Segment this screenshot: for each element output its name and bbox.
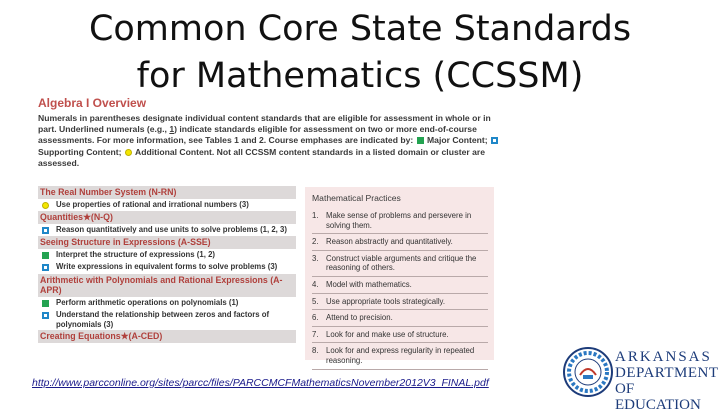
content-columns xyxy=(38,186,498,365)
math-practices-title: Mathematical Practices xyxy=(312,193,401,203)
standard-text: Perform arithmetic operations on polynomials (1) xyxy=(56,297,239,307)
cluster-header: The Real Number System (N-RN) xyxy=(38,186,296,199)
intro-text-1: Numerals in parentheses designate individual content standards that are eligible for assessment in whole or in part. Underlined numerals (e.g., xyxy=(38,113,491,135)
additional-content-swatch-icon xyxy=(125,149,132,156)
practice-divider xyxy=(312,276,488,277)
standard-row xyxy=(38,297,296,310)
major-content-marker-icon xyxy=(42,252,49,259)
math-practice-item xyxy=(312,237,488,247)
department-logo-text xyxy=(615,350,720,413)
practice-text: Look for and make use of structure. xyxy=(326,329,449,339)
practice-number: 3. xyxy=(312,253,319,263)
supporting-content-marker-icon xyxy=(42,264,49,271)
practice-divider xyxy=(312,342,488,343)
practice-divider xyxy=(312,369,488,370)
logo-line-3: OF EDUCATION xyxy=(615,381,701,413)
practice-divider xyxy=(312,233,488,234)
practice-divider xyxy=(312,293,488,294)
math-practice-item xyxy=(312,254,488,273)
practice-text: Look for and express regularity in repeated reasoning. xyxy=(326,346,475,365)
supporting-content-marker-icon xyxy=(42,312,49,319)
supporting-label: Supporting Content; xyxy=(38,146,122,157)
practice-divider xyxy=(312,250,488,251)
math-practice-item xyxy=(312,297,488,307)
major-label: Major Content; xyxy=(427,135,488,146)
slide-title-line-2: for Mathematics (CCSSM) xyxy=(136,56,584,96)
standard-text: Write expressions in equivalent forms to solve problems (3) xyxy=(56,262,278,271)
doc-intro xyxy=(38,113,500,169)
intro-text-2: ) indicate standards eligible for assessment on two or more end-of-course assessments. For more information, see Tables 1 and 2. Course emphases are indicated by: xyxy=(38,124,477,146)
additional-content-marker-icon xyxy=(42,202,49,209)
standard-text: Understand the relationship between zeros and factors of polynomials (3) xyxy=(56,310,270,329)
slide-title-line-1: Common Core State Standards xyxy=(88,9,632,49)
standard-text: Use properties of rational and irrational numbers (3) xyxy=(56,199,249,209)
standard-row xyxy=(38,261,296,274)
standard-text: Interpret the structure of expressions (1, 2) xyxy=(56,249,216,259)
math-practices-list xyxy=(312,211,488,370)
standard-text: Reason quantitatively and use units to solve problems (1, 2, 3) xyxy=(56,224,287,234)
supporting-content-marker-icon xyxy=(42,227,49,234)
practice-number: 1. xyxy=(312,211,319,220)
additional-label: Additional Content. Not all CCSSM content standards in a listed domain or cluster are assessed. xyxy=(38,146,485,168)
cluster-header: Creating Equations★(A-CED) xyxy=(38,330,296,343)
practice-text: Model with mathematics. xyxy=(326,279,412,289)
cluster-header: Seeing Structure in Expressions (A-SSE) xyxy=(38,236,296,249)
practice-number: 8. xyxy=(312,346,319,356)
supporting-content-swatch-icon xyxy=(491,137,498,144)
standard-row xyxy=(38,224,296,237)
standard-row xyxy=(38,249,296,262)
cluster-header: Quantities★(N-Q) xyxy=(38,211,296,224)
slide-title xyxy=(0,6,720,100)
practice-text: Attend to precision. xyxy=(326,313,393,323)
practice-number: 7. xyxy=(312,329,319,339)
clusters-column xyxy=(38,186,296,360)
practice-number: 5. xyxy=(312,296,319,306)
math-practice-item xyxy=(312,330,488,340)
logo-line-1: ARKANSAS xyxy=(615,349,712,365)
standard-row xyxy=(38,309,296,330)
intro-underlined-example: 1 xyxy=(169,124,175,135)
math-practice-item xyxy=(312,346,488,365)
math-practice-item xyxy=(312,211,488,230)
cluster-header: Arithmetic with Polynomials and Rational Expressions (A-APR) xyxy=(38,274,296,297)
source-link[interactable]: http://www.parcconline.org/sites/parcc/files/PARCCMCFMathematicsNovember2012V3_FINAL.pdf xyxy=(32,377,489,389)
practice-text: Make sense of problems and persevere in solving them. xyxy=(326,211,472,230)
major-content-marker-icon xyxy=(42,300,49,307)
practice-number: 6. xyxy=(312,313,319,323)
arkansas-seal-icon xyxy=(563,347,613,397)
practice-text: Use appropriate tools strategically. xyxy=(326,296,446,306)
algebra-overview-document xyxy=(38,96,498,365)
standard-row xyxy=(38,199,296,212)
practice-divider xyxy=(312,326,488,327)
practice-text: Reason abstractly and quantitatively. xyxy=(326,237,453,247)
math-practice-item xyxy=(312,280,488,290)
practice-number: 2. xyxy=(312,237,319,247)
math-practice-item xyxy=(312,313,488,323)
practice-number: 4. xyxy=(312,279,319,289)
math-practices-panel xyxy=(305,187,494,365)
practice-text: Construct viable arguments and critique the reasoning of others. xyxy=(326,253,477,273)
logo-line-2: DEPARTMENT xyxy=(615,365,719,381)
doc-heading: Algebra I Overview xyxy=(38,96,147,110)
major-content-swatch-icon xyxy=(417,137,424,144)
practice-divider xyxy=(312,309,488,310)
